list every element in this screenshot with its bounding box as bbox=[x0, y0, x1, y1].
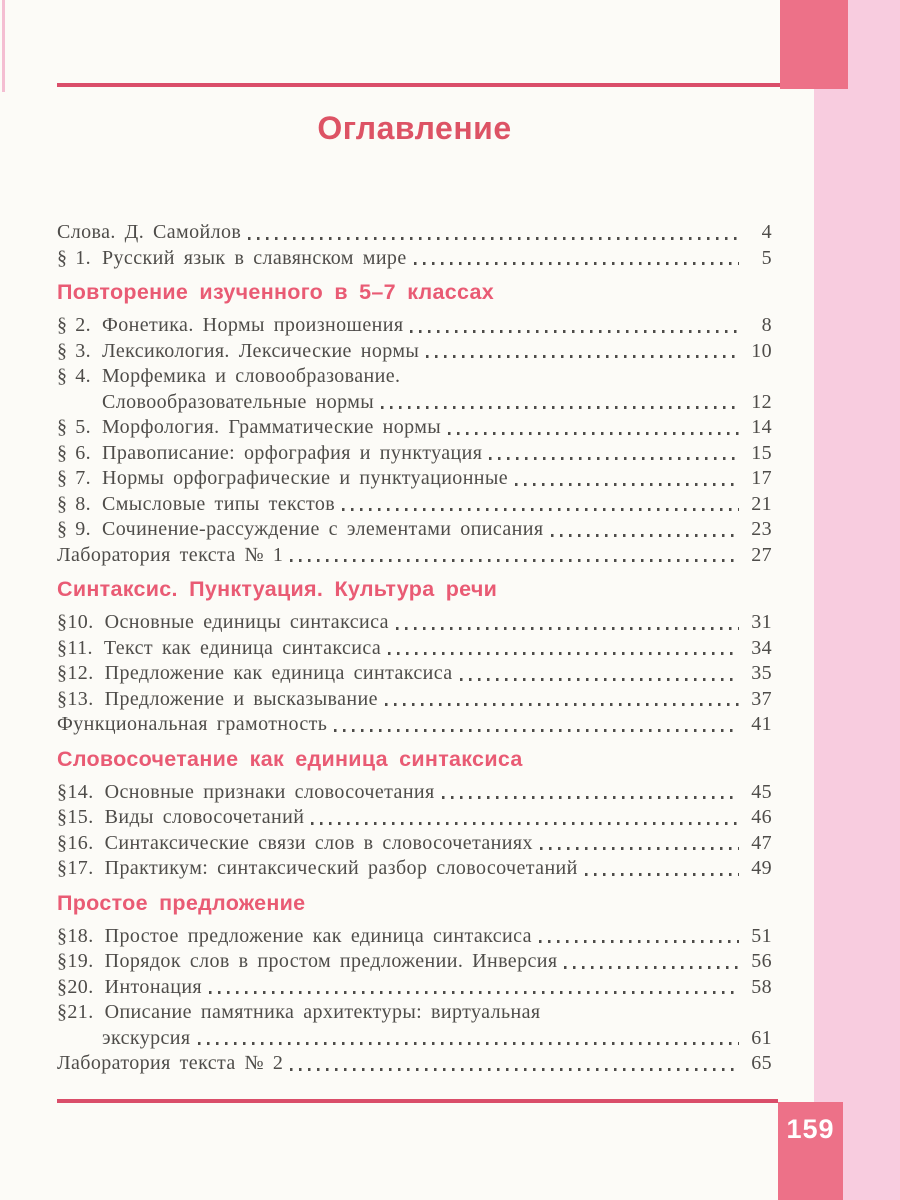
entry-page-number: 56 bbox=[751, 950, 772, 972]
entry-number: 16. bbox=[67, 831, 94, 854]
paragraph-sign: § bbox=[57, 1001, 68, 1023]
dot-leader bbox=[426, 355, 739, 358]
top-accent-block bbox=[780, 0, 848, 89]
content-column bbox=[57, 89, 772, 1077]
paragraph-sign: § bbox=[57, 831, 68, 854]
entry-number: 18. bbox=[67, 924, 94, 947]
entry-title: Текст как единица синтаксиса bbox=[103, 636, 382, 659]
entry-number: 11. bbox=[67, 636, 93, 659]
entry-title: Лаборатория текста № 2 bbox=[57, 1052, 284, 1074]
entry-label bbox=[57, 636, 104, 662]
entry-title: экскурсия bbox=[102, 1026, 191, 1049]
entry-title: Описание памятника архитектуры: виртуальная bbox=[104, 1001, 541, 1023]
dot-leader bbox=[311, 822, 739, 825]
paragraph-sign: § bbox=[57, 365, 68, 387]
toc-entry-line bbox=[57, 805, 772, 831]
entry-title: Словообразовательные нормы bbox=[102, 390, 375, 413]
entry-label bbox=[57, 313, 102, 339]
entry-number: 8. bbox=[75, 492, 91, 515]
entry-label bbox=[57, 246, 102, 272]
toc-entry-line bbox=[57, 517, 772, 543]
toc-entry-line bbox=[57, 712, 772, 738]
toc-entry-line bbox=[57, 636, 772, 662]
paragraph-sign: § bbox=[57, 924, 68, 947]
entry-label bbox=[57, 466, 102, 492]
paragraph-sign: § bbox=[57, 467, 68, 489]
entry-page-number: 41 bbox=[751, 713, 772, 735]
entry-label bbox=[57, 1026, 102, 1052]
entry-title: Синтаксические связи слов в словосочетаниях bbox=[104, 831, 533, 854]
dot-leader bbox=[385, 703, 739, 706]
entry-number: 12. bbox=[67, 662, 94, 684]
toc-entry-line bbox=[57, 975, 772, 1001]
entry-page-number: 45 bbox=[751, 780, 772, 803]
entry-label bbox=[57, 805, 105, 831]
entry-number: 20. bbox=[67, 975, 94, 998]
toc-entry-line bbox=[57, 1026, 772, 1052]
entry-page-number: 51 bbox=[751, 924, 772, 947]
entry-number: 15. bbox=[67, 806, 94, 828]
entry-number: 1. bbox=[75, 246, 91, 269]
entry-page-number: 23 bbox=[751, 518, 772, 540]
entry-page-number: 34 bbox=[751, 636, 772, 659]
dot-leader bbox=[585, 873, 739, 876]
toc-entry-line bbox=[57, 1000, 772, 1026]
entry-label bbox=[57, 687, 105, 713]
entry-label bbox=[57, 492, 102, 518]
left-edge-accent bbox=[2, 0, 5, 92]
paragraph-sign: § bbox=[57, 611, 68, 633]
entry-label bbox=[57, 780, 105, 806]
section-heading: Синтаксис. Пунктуация. Культура речи bbox=[57, 577, 498, 601]
paragraph-sign: § bbox=[57, 246, 68, 269]
toc-entry-line bbox=[57, 687, 772, 713]
dot-leader bbox=[290, 1068, 739, 1071]
toc-entry-line bbox=[57, 831, 772, 857]
paragraph-sign: § bbox=[57, 636, 68, 659]
entry-title: Русский язык в славянском мире bbox=[102, 246, 407, 269]
paragraph-sign: § bbox=[57, 687, 68, 710]
entry-label bbox=[57, 856, 105, 882]
entry-label bbox=[57, 339, 102, 365]
entry-number: 4. bbox=[75, 365, 91, 387]
paragraph-sign: § bbox=[57, 662, 68, 684]
entry-label bbox=[57, 390, 102, 416]
entry-title: Основные признаки словосочетания bbox=[104, 780, 435, 803]
toc-entry-line bbox=[57, 466, 772, 492]
entry-label bbox=[57, 610, 105, 636]
entry-page-number: 61 bbox=[751, 1026, 772, 1049]
dot-leader bbox=[410, 330, 739, 333]
entry-number: 5. bbox=[75, 416, 91, 438]
entry-number: 7. bbox=[75, 467, 91, 489]
toc-entry-line bbox=[57, 339, 772, 365]
paragraph-sign: § bbox=[57, 339, 68, 362]
entry-number: 10. bbox=[67, 611, 94, 633]
entry-number: 14. bbox=[67, 780, 94, 803]
entry-title: Смысловые типы текстов bbox=[102, 492, 336, 515]
entry-label bbox=[57, 661, 105, 687]
paragraph-sign: § bbox=[57, 806, 68, 828]
entry-page-number: 58 bbox=[751, 975, 772, 998]
entry-number: 6. bbox=[75, 441, 91, 464]
entry-title: Интонация bbox=[104, 975, 203, 998]
entry-page-number: 10 bbox=[751, 339, 772, 362]
toc-entry-line bbox=[57, 780, 772, 806]
entry-page-number: 31 bbox=[751, 611, 772, 633]
entry-title: Лексикология. Лексические нормы bbox=[102, 339, 420, 362]
entry-title: Основные единицы синтаксиса bbox=[104, 611, 389, 633]
dot-leader bbox=[248, 237, 739, 240]
entry-title: Нормы орфографические и пунктуационные bbox=[102, 467, 509, 489]
entry-page-number: 12 bbox=[751, 390, 772, 413]
dot-leader bbox=[396, 627, 739, 630]
section-heading: Простое предложение bbox=[57, 890, 306, 915]
entry-page-number: 35 bbox=[751, 662, 772, 684]
entry-page-number: 65 bbox=[751, 1052, 772, 1074]
toc-entry-line bbox=[57, 441, 772, 467]
entry-page-number: 15 bbox=[751, 441, 772, 464]
entry-label bbox=[57, 415, 102, 441]
page-number: 159 bbox=[786, 1114, 835, 1144]
entry-title: Порядок слов в простом предложении. Инверсия bbox=[104, 950, 558, 972]
right-pink-strip bbox=[814, 0, 900, 1200]
entry-page-number: 21 bbox=[751, 492, 772, 515]
paragraph-sign: § bbox=[57, 492, 68, 515]
paragraph-sign: § bbox=[57, 857, 68, 879]
entry-title: Предложение как единица синтаксиса bbox=[104, 662, 453, 684]
entry-page-number: 46 bbox=[751, 806, 772, 828]
section-heading: Словосочетание как единица синтаксиса bbox=[57, 746, 523, 771]
dot-leader bbox=[290, 559, 739, 562]
entry-label bbox=[57, 441, 102, 467]
dot-leader bbox=[388, 652, 739, 655]
entry-number: 3. bbox=[75, 339, 91, 362]
entry-page-number: 4 bbox=[761, 221, 772, 243]
toc-entry-line bbox=[57, 610, 772, 636]
dot-leader bbox=[539, 940, 739, 943]
page-number-badge bbox=[778, 1102, 843, 1200]
dot-leader bbox=[551, 534, 740, 537]
toc-entry-line bbox=[57, 492, 772, 518]
toc-entry-line bbox=[57, 415, 772, 441]
bottom-rule bbox=[57, 1099, 778, 1103]
paragraph-sign: § bbox=[57, 780, 68, 803]
dot-leader bbox=[334, 729, 739, 732]
dot-leader bbox=[460, 678, 739, 681]
entry-number: 17. bbox=[67, 857, 94, 879]
paragraph-sign: § bbox=[57, 975, 68, 998]
entry-title: Слова. Д. Самойлов bbox=[57, 221, 242, 243]
entry-label bbox=[57, 975, 105, 1001]
dot-leader bbox=[342, 508, 739, 511]
entry-label bbox=[57, 364, 102, 390]
entry-page-number: 17 bbox=[751, 467, 772, 489]
paragraph-sign: § bbox=[57, 518, 68, 540]
dot-leader bbox=[448, 432, 739, 435]
section-heading: Повторение изученного в 5–7 классах bbox=[57, 280, 495, 304]
toc-entry-line bbox=[57, 390, 772, 416]
page-title: Оглавление bbox=[317, 110, 512, 146]
entry-title: Предложение и высказывание bbox=[104, 687, 378, 710]
entry-number: 9. bbox=[75, 518, 91, 540]
toc-entry-line bbox=[57, 543, 772, 569]
dot-leader bbox=[414, 262, 739, 265]
toc-entry-line bbox=[57, 364, 772, 390]
entry-label bbox=[57, 949, 105, 975]
dot-leader bbox=[564, 966, 739, 969]
entry-title: Функциональная грамотность bbox=[57, 713, 328, 735]
entry-number: 2. bbox=[75, 314, 91, 336]
toc-entry-line bbox=[57, 220, 772, 246]
entry-number: 13. bbox=[67, 687, 94, 710]
dot-leader bbox=[198, 1042, 740, 1045]
entry-title: Простое предложение как единица синтаксиса bbox=[104, 924, 532, 947]
entry-page-number: 8 bbox=[761, 314, 772, 336]
entry-page-number: 37 bbox=[751, 687, 772, 710]
paragraph-sign: § bbox=[57, 314, 68, 336]
toc-entry-line bbox=[57, 313, 772, 339]
entry-title: Практикум: синтаксический разбор словосочетаний bbox=[104, 857, 578, 879]
toc-entry-line bbox=[57, 661, 772, 687]
toc-entry-line bbox=[57, 1051, 772, 1077]
entry-page-number: 14 bbox=[751, 416, 772, 438]
entry-title: Лаборатория текста № 1 bbox=[57, 543, 284, 566]
paragraph-sign: § bbox=[57, 416, 68, 438]
entry-label bbox=[57, 924, 105, 950]
entry-title: Сочинение-рассуждение с элементами описания bbox=[102, 518, 544, 540]
toc-entry-line bbox=[57, 949, 772, 975]
toc-entry-line bbox=[57, 246, 772, 272]
entry-number: 21. bbox=[67, 1001, 94, 1023]
toc-entry-line bbox=[57, 856, 772, 882]
entry-title: Фонетика. Нормы произношения bbox=[102, 314, 404, 336]
top-rule bbox=[57, 83, 780, 87]
dot-leader bbox=[515, 483, 739, 486]
dot-leader bbox=[540, 847, 739, 850]
toc bbox=[57, 220, 772, 1077]
entry-page-number: 47 bbox=[751, 831, 772, 854]
entry-label bbox=[57, 831, 105, 857]
paragraph-sign: § bbox=[57, 441, 68, 464]
dot-leader bbox=[442, 796, 739, 799]
entry-page-number: 49 bbox=[751, 857, 772, 879]
entry-title: Морфология. Грамматические нормы bbox=[102, 416, 442, 438]
entry-title: Правописание: орфография и пунктуация bbox=[102, 441, 483, 464]
entry-page-number: 5 bbox=[761, 246, 772, 269]
entry-title: Виды словосочетаний bbox=[104, 806, 305, 828]
entry-page-number: 27 bbox=[751, 543, 772, 566]
entry-label bbox=[57, 517, 102, 543]
dot-leader bbox=[209, 991, 739, 994]
paragraph-sign: § bbox=[57, 950, 68, 972]
toc-entry-line bbox=[57, 924, 772, 950]
entry-number: 19. bbox=[67, 950, 94, 972]
dot-leader bbox=[489, 457, 739, 460]
dot-leader bbox=[381, 406, 739, 409]
entry-label bbox=[57, 1000, 105, 1026]
entry-title: Морфемика и словообразование. bbox=[102, 365, 401, 387]
